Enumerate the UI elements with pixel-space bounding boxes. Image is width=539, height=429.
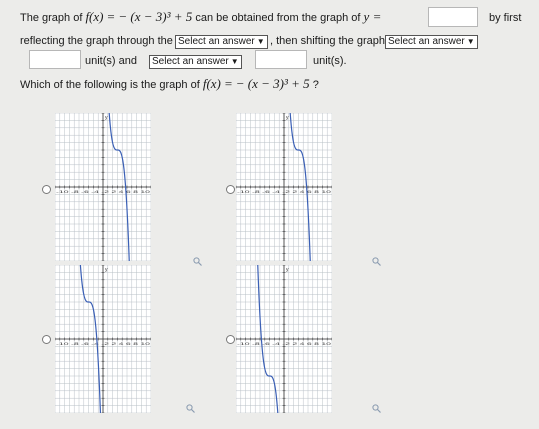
option-d-zoom-icon[interactable] [372,404,381,413]
y-axis-label: y [286,267,289,273]
option-b-graph [236,113,332,261]
option-b-radio[interactable] [226,185,235,194]
chevron-down-icon: ▼ [256,37,265,46]
parent-function-label: y = [363,9,382,24]
option-d-radio[interactable] [226,335,235,344]
question-text-6: unit(s). [313,55,347,67]
option-d-graph [236,265,332,413]
x-tick-labels: -10 -8 -6 -4 -2 2 4 6 8 10 [56,342,151,346]
parent-function-input[interactable] [428,7,478,27]
shift-amount-input-2[interactable] [255,50,307,69]
question-text-7: Which of the following is the graph of [20,79,200,91]
shift-direction-select-2[interactable] [149,55,242,69]
option-a-zoom-icon[interactable] [193,257,202,266]
question-line-4 [20,76,319,92]
option-c-zoom-icon[interactable] [186,404,195,413]
reflect-axis-select[interactable] [175,35,268,49]
x-tick-labels: -10 -8 -6 -4 -2 2 4 6 8 10 [237,190,332,194]
question-line-1 [20,9,381,25]
question-text-4: , then shifting the graph [270,35,385,47]
shift-direction-select-1-value: Select an answer [388,36,465,47]
option-c-radio[interactable] [42,335,51,344]
magnify-icon [193,257,202,266]
option-c-graph [55,265,151,413]
magnify-icon [186,404,195,413]
y-axis-label: y [105,267,108,273]
question-text-3: by first [489,12,522,24]
function-equals-2: = [223,76,233,91]
question-text-5: unit(s) and [85,55,137,67]
option-d-graph-svg [236,265,332,413]
option-a-graph [55,113,151,261]
shift-amount-input-1[interactable] [29,50,81,69]
function-equals: = [106,9,116,24]
chevron-down-icon: ▼ [230,57,239,66]
option-c-graph-svg [55,265,151,413]
magnify-icon [372,257,381,266]
question-mark: ? [312,79,319,91]
shift-direction-select-1[interactable] [385,35,478,49]
function-lhs-2: f(x) [202,76,221,91]
magnify-icon [372,404,381,413]
option-b-zoom-icon[interactable] [372,257,381,266]
chevron-down-icon: ▼ [466,37,475,46]
x-tick-labels: -10 -8 -6 -4 -2 2 4 6 8 10 [56,190,151,194]
shift-direction-select-2-value: Select an answer [152,56,229,67]
option-b-graph-svg [236,113,332,261]
question-text-1: The graph of [20,12,83,24]
function-rhs-2: − (x − 3)³ + 5 [235,76,310,91]
x-tick-labels: -10 -8 -6 -4 -2 2 4 6 8 10 [237,342,332,346]
option-a-graph-svg [55,113,151,261]
question-line-2: reflecting the graph through the [20,35,173,47]
y-axis-label: y [105,115,108,121]
option-a-radio[interactable] [42,185,51,194]
question-text-2: can be obtained from the graph of [195,12,361,24]
y-axis-label: y [286,115,289,121]
reflect-axis-select-value: Select an answer [178,36,255,47]
function-rhs: − (x − 3)³ + 5 [118,9,193,24]
function-lhs: f(x) [85,9,104,24]
